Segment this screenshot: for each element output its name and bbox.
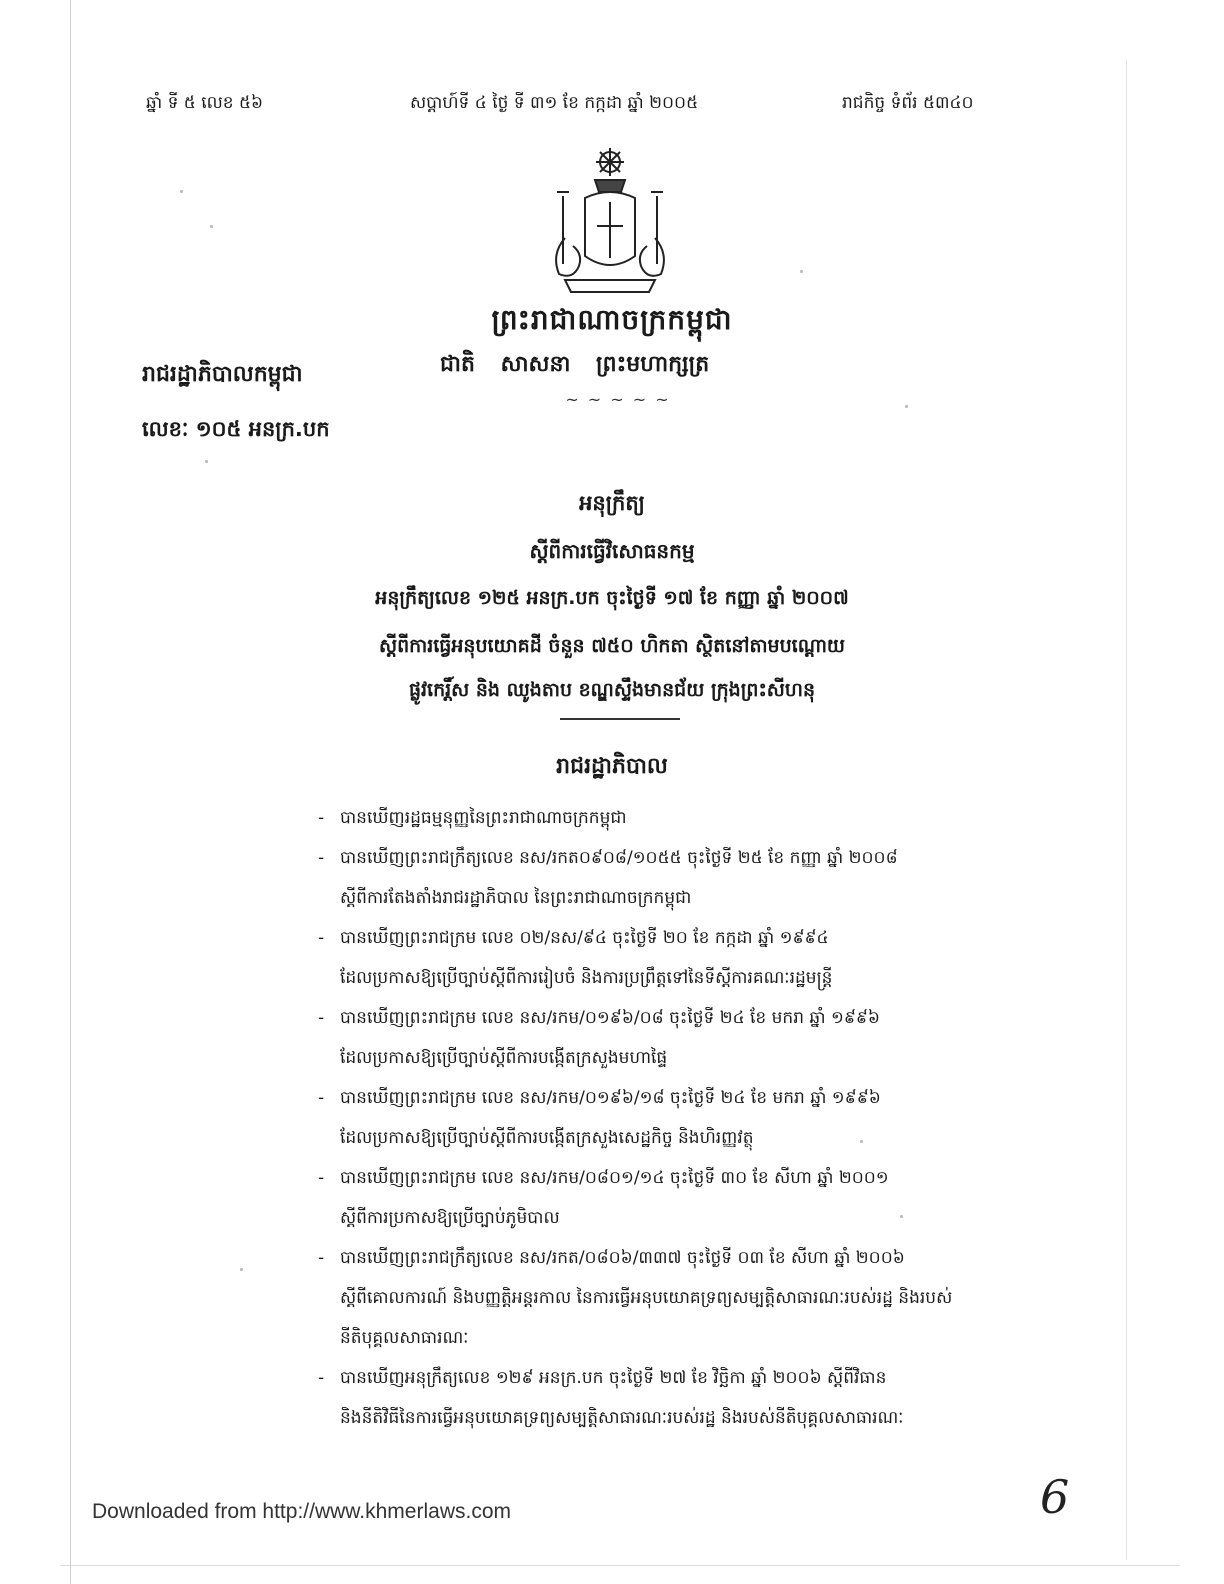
clause-line: បានឃើញព្រះរាជក្រឹត្យលេខ នស/រកត/០៨០៦/៣៣៧ ចុះថ្ងៃទី ០៣ ខែ សីហា ឆ្នាំ ២០០៦ <box>340 1248 905 1268</box>
document-subject: ស្តីពីការធ្វើវិសោធនកម្ម <box>529 539 695 563</box>
clause-item <box>318 998 1002 1078</box>
scan-speck <box>180 190 183 193</box>
clause-line: នីតិបុគ្គលសាធារណៈ <box>340 1328 469 1348</box>
clause-line: និងនីតិវិធីនៃការធ្វើអនុបយោគទ្រព្យសម្បត្តិសាធារណៈរបស់រដ្ឋ និងរបស់នីតិបុគ្គលសាធារណៈ <box>340 1408 904 1428</box>
clause-dash: - <box>318 1248 325 1268</box>
clause-line: បានឃើញព្រះរាជក្រម លេខ នស/រកម/០១៩៦/០៨ ចុះថ្ងៃទី ២៤ ខែ មករា ឆ្នាំ ១៩៩៦ <box>340 1008 880 1028</box>
subtitle-line: ស្តីពីការធ្វើអនុបយោគដី ចំនួន ៧៥០ ហិកតា ស្ថិតនៅតាមបណ្តោយ <box>378 635 846 657</box>
national-motto: ជាតិ សាសនា ព្រះមហាក្សត្រ <box>440 352 710 377</box>
government-heading: រាជរដ្ឋាភិបាល <box>556 754 668 779</box>
scan-edge-left <box>70 0 71 1584</box>
scan-edge-bottom <box>60 1565 1180 1566</box>
clause-item <box>318 798 1002 838</box>
clause-item <box>318 838 1002 918</box>
clause-line: ស្តីពីការប្រកាសឱ្យប្រើច្បាប់ភូមិបាល <box>340 1208 560 1228</box>
clause-line: បានឃើញអនុក្រឹត្យលេខ ១២៩ អនក្រ.បក ចុះថ្ងៃទី ២៧ ខែ វិច្ឆិកា ឆ្នាំ ២០០៦ ស្តីពីវិធាន <box>340 1368 887 1388</box>
clause-item <box>318 1078 1002 1158</box>
scan-speck <box>905 405 908 408</box>
scan-speck <box>860 1140 863 1143</box>
clause-item <box>318 918 1002 998</box>
clause-item <box>318 1358 1002 1438</box>
gazette-date: សប្តាហ៍ទី ៤ ថ្ងៃ ទី ៣១ ខែ កក្កដា ឆ្នាំ ២០០៥ <box>410 93 699 113</box>
royal-coat-of-arms-icon <box>545 146 675 296</box>
clause-line: បានឃើញព្រះរាជក្រឹត្យលេខ នស/រកត០៩០៨/១០៥៥ ចុះថ្ងៃទី ២៥ ខែ កញ្ញា ឆ្នាំ ២០០៨ <box>340 848 898 868</box>
clause-line: ដែលប្រកាសឱ្យប្រើច្បាប់ស្តីពីការបង្កើតក្រសួងសេដ្ឋកិច្ច និងហិរញ្ញវត្ថុ <box>340 1128 754 1148</box>
scan-speck <box>240 1268 243 1271</box>
clause-item <box>318 1158 1002 1238</box>
document-type: អនុក្រឹត្យ <box>579 491 645 515</box>
source-footer: Downloaded from http://www.khmerlaws.com <box>92 1500 511 1523</box>
clause-dash: - <box>318 928 325 948</box>
clause-line: បានឃើញរដ្ឋធម្មនុញ្ញនៃព្រះរាជាណាចក្រកម្ពុជា <box>340 808 627 828</box>
kingdom-title: ព្រះរាជាណាចក្រកម្ពុជា <box>491 303 733 336</box>
issuer-name: រាជរដ្ឋាភិបាលកម្ពុជា <box>142 362 303 387</box>
clause-line: ដែលប្រកាសឱ្យប្រើច្បាប់ស្តីពីការបង្កើតក្រសួងមហាផ្ទៃ <box>340 1048 668 1068</box>
clause-item <box>318 1238 1002 1358</box>
clause-line: ស្តីពីការតែងតាំងរាជរដ្ឋាភិបាល នៃព្រះរាជាណាចក្រកម្ពុជា <box>340 888 692 908</box>
gazette-header <box>0 92 1224 122</box>
reference-number: លេខៈ ១០៥ អនក្រ.បក <box>142 417 330 441</box>
decorative-ornament: ~ ~ ~ ~ ~ <box>565 390 671 409</box>
clause-dash: - <box>318 1168 325 1188</box>
subtitle-line: អនុក្រឹត្យលេខ ១២៥ អនក្រ.បក ចុះថ្ងៃទី ១៧ ខែ កញ្ញា ឆ្នាំ ២០០៧ <box>375 587 849 609</box>
scan-edge-right <box>1126 60 1127 1560</box>
title-divider <box>560 718 680 720</box>
clause-dash: - <box>318 808 325 828</box>
gazette-page: រាជកិច្ច ទំព័រ ៥៣៤០ <box>842 93 974 113</box>
clause-line: ដែលប្រកាសឱ្យប្រើច្បាប់ស្តីពីការរៀបចំ និងការប្រព្រឹត្តទៅនៃទីស្តីការគណៈរដ្ឋមន្ត្រី <box>340 968 833 988</box>
scan-speck <box>900 1215 903 1218</box>
scan-speck <box>210 225 213 228</box>
clause-dash: - <box>318 1368 325 1388</box>
clause-line: បានឃើញព្រះរាជក្រម លេខ នស/រកម/០៨០១/១៤ ចុះថ្ងៃទី ៣០ ខែ សីហា ឆ្នាំ ២០០១ <box>340 1168 889 1188</box>
preamble-clauses <box>318 798 1002 1438</box>
clause-line: ស្តីពីគោលការណ៍ និងបញ្ញត្តិអន្តរកាល នៃការធ្វើអនុបយោគទ្រព្យសម្បត្តិសាធារណៈរបស់រដ្ឋ និងរបស់ <box>340 1288 953 1308</box>
clause-dash: - <box>318 1008 325 1028</box>
scan-speck <box>205 460 208 463</box>
clause-dash: - <box>318 848 325 868</box>
gazette-issue: ឆ្នាំ ទី ៥ លេខ ៥៦ <box>146 93 264 113</box>
clause-line: បានឃើញព្រះរាជក្រម លេខ ០២/នស/៩៤ ចុះថ្ងៃទី ២០ ខែ កក្កដា ឆ្នាំ ១៩៩៤ <box>340 928 829 948</box>
clause-dash: - <box>318 1088 325 1108</box>
handwritten-page-number: 6 <box>1040 1470 1070 1524</box>
scan-speck <box>800 270 803 273</box>
clause-line: បានឃើញព្រះរាជក្រម លេខ នស/រកម/០១៩៦/១៨ ចុះថ្ងៃទី ២៤ ខែ មករា ឆ្នាំ ១៩៩៦ <box>340 1088 881 1108</box>
subtitle-line: ផ្លូវកេរ្តិ៍ស និង ឈូងតាប ខណ្ឌស្ទឹងមានជ័យ ក្រុងព្រះសីហនុ <box>408 679 816 701</box>
